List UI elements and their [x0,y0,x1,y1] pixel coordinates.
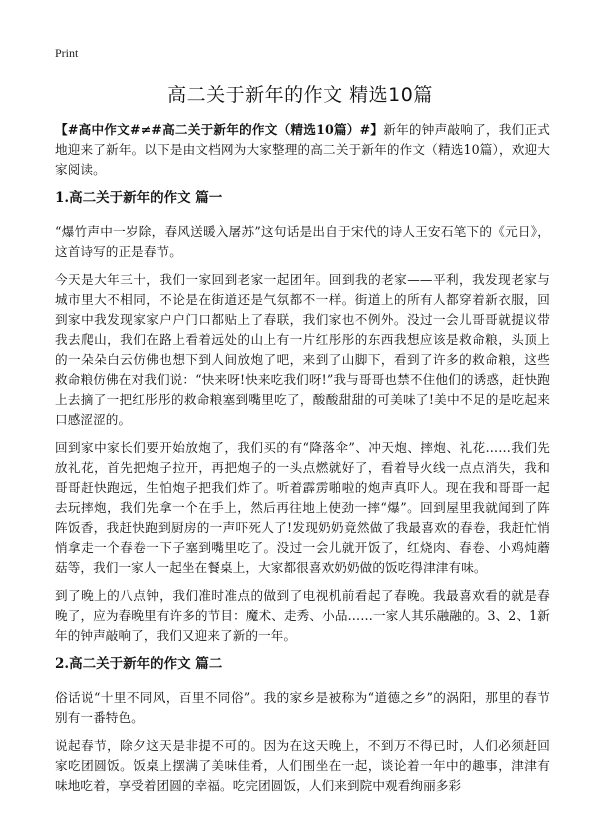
intro-paragraph [55,120,550,180]
print-link[interactable]: Print [55,46,79,60]
intro-text: 新年的钟声敲响了，我们正式地迎来了新年。以下是由文档网为大家整理的高二关于新年的作文（精选10篇），欢迎大家阅读。 [55,122,550,177]
section-1-paragraph-4: 到了晚上的八点钟，我们准时准点的做到了电视机前看起了春晚。我最喜欢看的就是春晚了，应为春晚里有许多的节目：魔术、走秀、小品……一家人其乐融融的。3、2、1新年的钟声敲响了，我们又迎来了新的一年。 [55,588,550,643]
section-heading-1: 1.高二关于新年的作文 篇一 [55,190,223,206]
section-heading-2: 2.高二关于新年的作文 篇二 [55,656,223,672]
document-body [55,120,550,804]
section-1-paragraph-2: 今天是大年三十，我们一家回到老家一起团年。回到我的老家——平利，我发现老家与城市里大不相同，不论是在街道还是气氛都不一样。街道上的所有人都穿着新衣服，回到家中我发现家家户户门口都贴上了春联，我们家也不例外。没过一会儿哥哥就提议带我去爬山，我们在路上看着远处的山上有一片红彤彤的东西我想应该是救命粮，头顶上的一朵朵白云仿佛也想下到人间放炮了吧，来到了山脚下，看到了许多的救命粮，这些救命粮仿佛在对我们说：“快来呀!快来吃我们呀!”我与哥哥也禁不住他们的诱惑，赶快跑上去摘了一把红彤彤的救命粮塞到嘴里吃了，酸酸甜甜的可美味了!美中不足的是吃起来口感涩涩的。 [55,272,550,427]
section-1-paragraph-3: 回到家中家长们要开始放炮了，我们买的有“降落伞”、冲天炮、摔炮、礼花……我们先放礼花，首先把炮子拉开，再把炮子的一头点燃就好了，看着导火线一点点消失，我和哥哥赶快跑远，生怕炮子把我们炸了。听着霹雳啪啦的炮声真吓人。现在我和哥哥一起去玩摔炮，我们先拿一个在手上，然后再往地上使劲一摔“爆”。回到屋里我就闻到了阵阵饭香，我赶快跑到厨房的一声吓死人了!发现奶奶竟然做了我最喜欢的春卷，我赶忙悄悄拿走一个春卷一下子塞到嘴里吃了。没过一会儿就开饭了，红烧肉、春卷、小鸡炖蘑菇等，我们一家人一起坐在餐桌上，大家都很喜欢奶奶做的饭吃得津津有味。 [55,440,550,575]
section-2-paragraph-2: 说起春节，除夕这天是非提不可的。因为在这天晚上，不到万不得已时，人们必须赶回家吃团圆饭。饭桌上摆满了美味佳肴，人们围坐在一起，谈论着一年中的趣事，津津有味地吃着，享受着团圆的幸福。吃完团圆饭，人们来到院中观看绚丽多彩 [55,738,550,793]
page-title: 高二关于新年的作文 精选10篇 [167,84,433,106]
intro-tag: 【#高中作文#≠#高二关于新年的作文（精选10篇）#】 [55,122,384,137]
section-2-paragraph-1: 俗话说“十里不同风，百里不同俗”。我的家乡是被称为“道德之乡”的涡阳，那里的春节别有一番特色。 [55,690,550,725]
section-1-paragraph-1: “爆竹声中一岁除，春风送暖入屠苏”这句话是出自于宋代的诗人王安石笔下的《元日》，这首诗写的正是春节。 [55,224,550,259]
